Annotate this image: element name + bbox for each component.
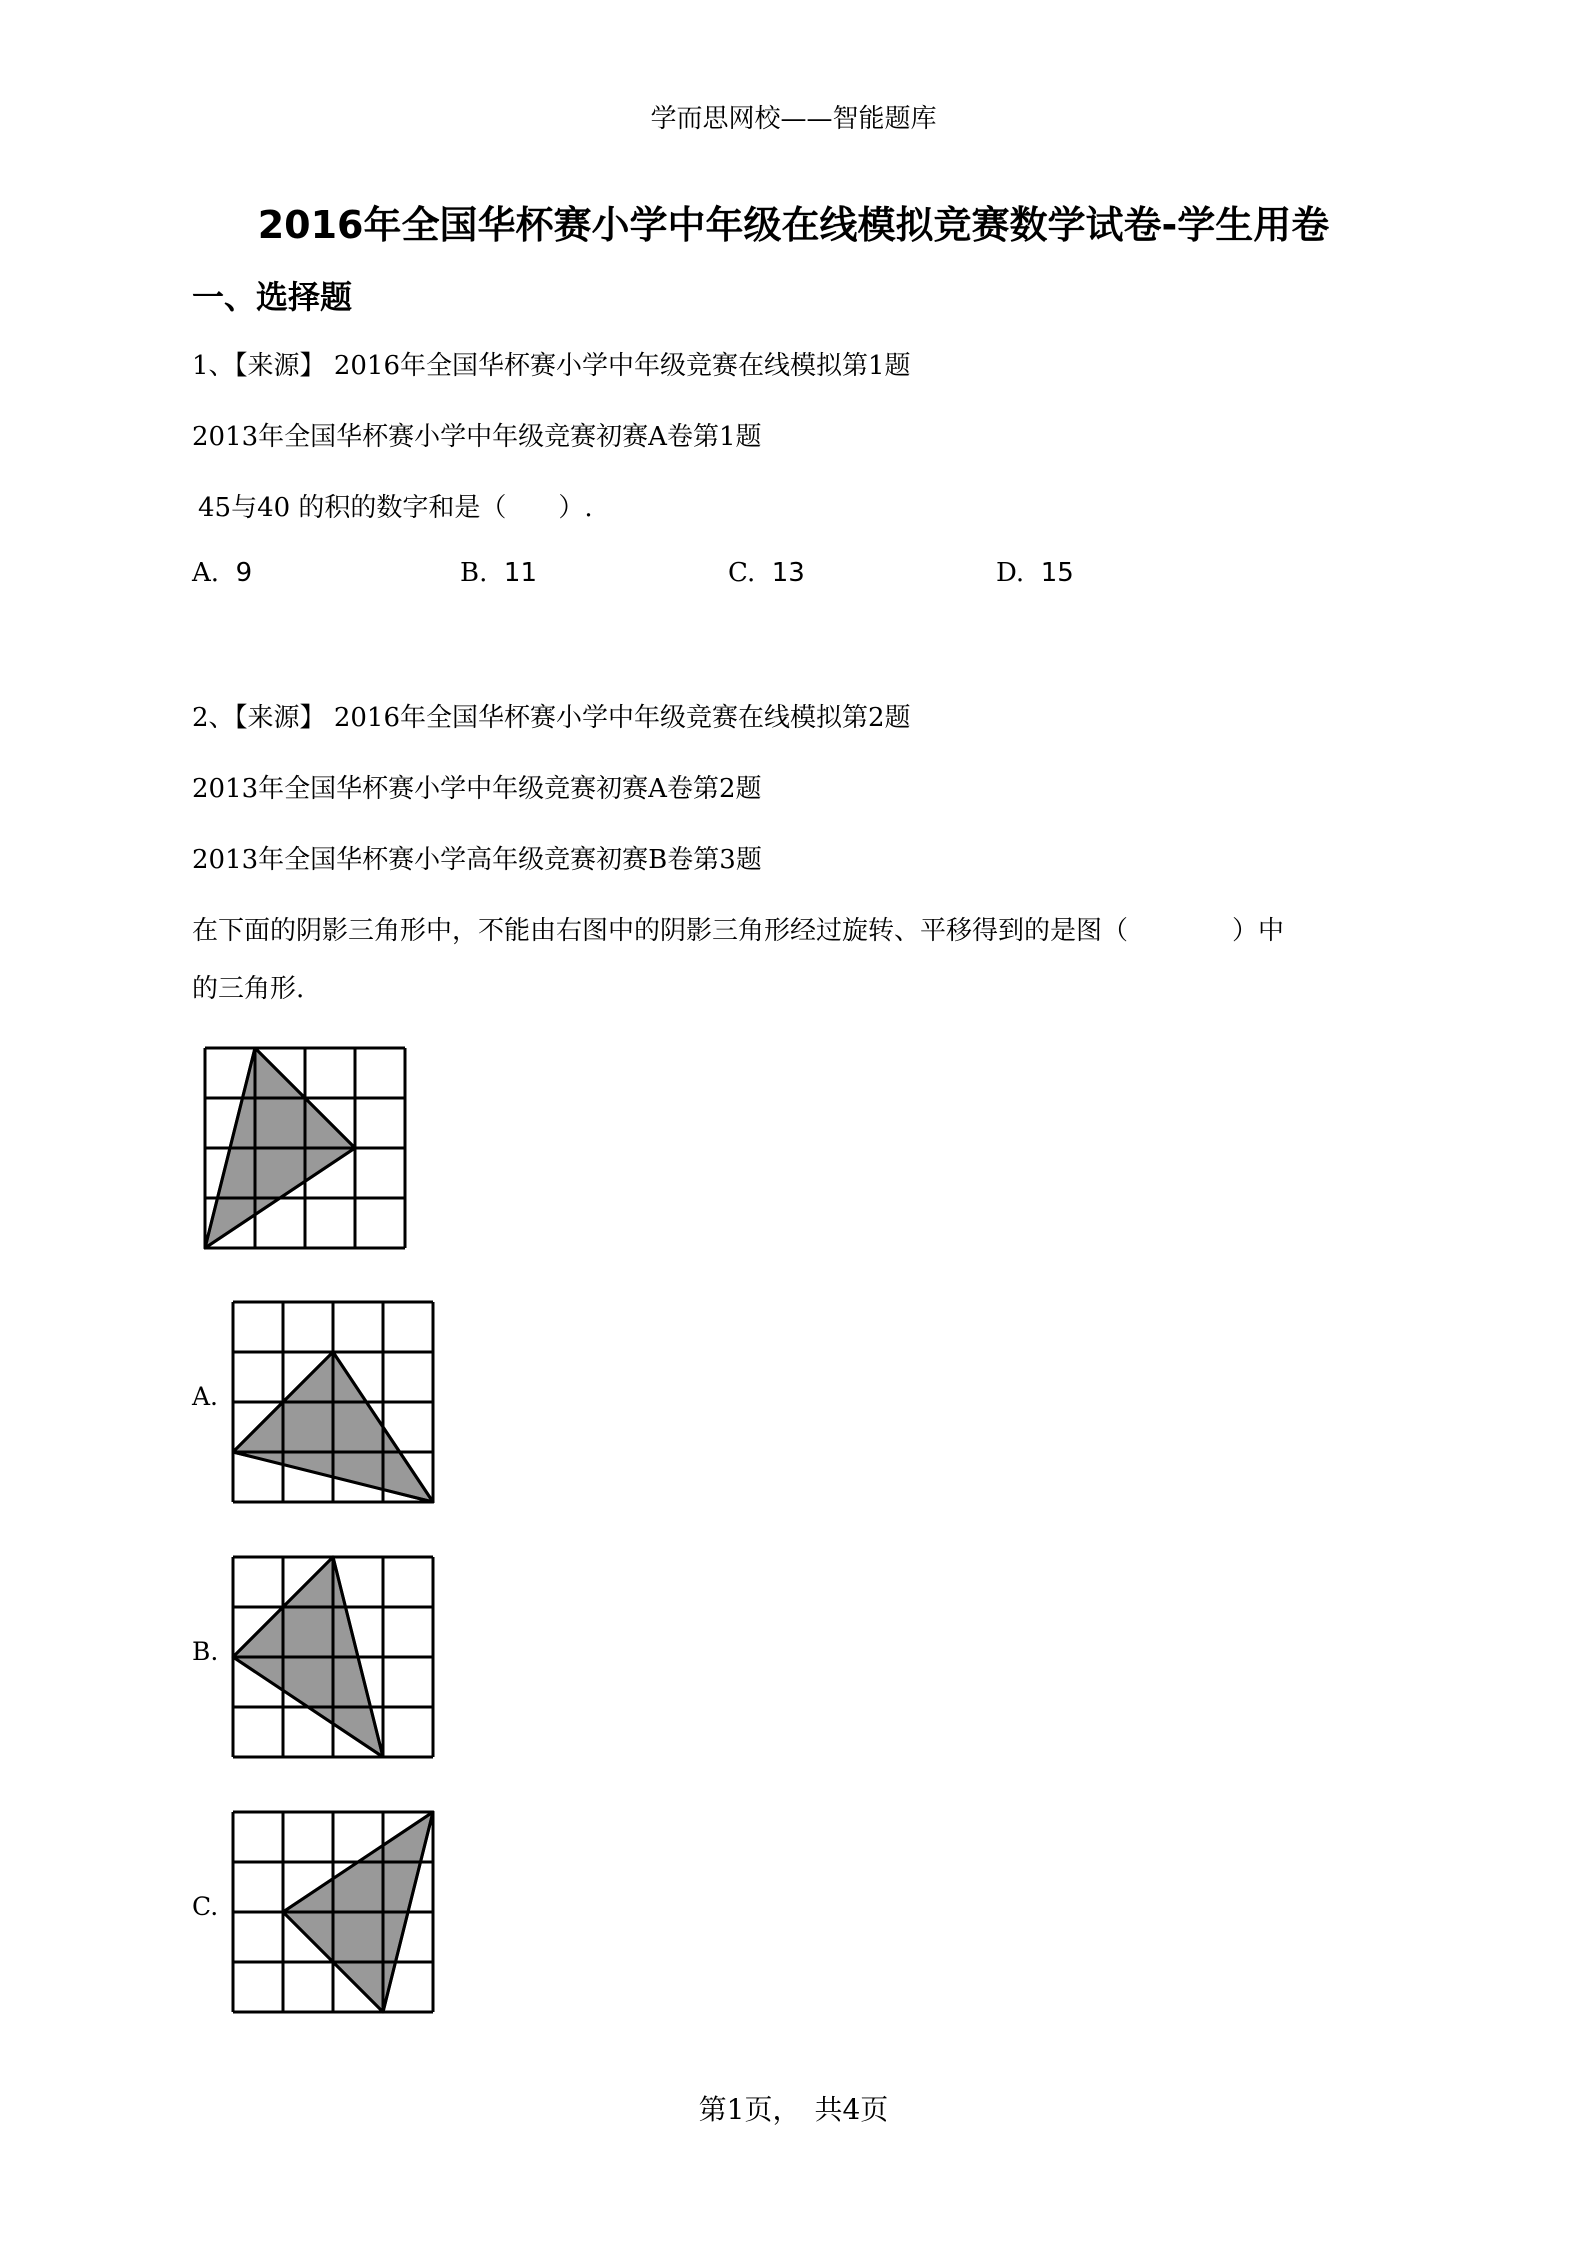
option-d[interactable] xyxy=(996,558,1074,588)
question-2-source-3: 2013年全国华杯赛小学高年级竞赛初赛B卷第3题 xyxy=(192,845,762,875)
question-number: 2、 xyxy=(192,703,235,733)
page-footer: 第1页， 共4页 xyxy=(698,2093,889,2126)
option-a[interactable] xyxy=(192,558,252,588)
question-2-source-2: 2013年全国华杯赛小学中年级竞赛初赛A卷第2题 xyxy=(192,774,762,804)
option-label: C. xyxy=(728,558,756,588)
option-c[interactable] xyxy=(728,558,805,588)
reference-figure xyxy=(205,1048,405,1248)
question-2-stem-line-1: 在下面的阴影三角形中，不能由右图中的阴影三角形经过旋转、平移得到的是图（ ）中 xyxy=(192,916,1285,946)
question-2-source xyxy=(192,697,911,734)
section-title: 一、选择题 xyxy=(192,278,353,316)
source-label: 【来源】 xyxy=(234,703,326,733)
figure-option-a-label[interactable]: A. xyxy=(192,1382,219,1411)
option-label: B. xyxy=(460,558,488,588)
question-1-stem: 45与40 的积的数字和是（ ）. xyxy=(198,493,593,523)
figure-option-c-label[interactable]: C. xyxy=(192,1892,219,1921)
figure-option-b-label[interactable]: B. xyxy=(192,1637,219,1666)
source-text: 2016年全国华杯赛小学中年级竞赛在线模拟第1题 xyxy=(333,351,911,381)
option-b[interactable] xyxy=(460,558,537,588)
option-value: 9 xyxy=(235,558,253,588)
question-1-source xyxy=(192,345,911,382)
source-label: 【来源】 xyxy=(234,351,326,381)
figure-option-c[interactable] xyxy=(233,1812,433,2012)
source-text: 2016年全国华杯赛小学中年级竞赛在线模拟第2题 xyxy=(333,703,911,733)
question-2-stem-line-2: 的三角形. xyxy=(192,974,305,1004)
option-label: A. xyxy=(192,558,220,588)
option-label: D. xyxy=(996,558,1025,588)
option-value: 15 xyxy=(1040,558,1074,588)
figure-option-a[interactable] xyxy=(233,1302,433,1502)
question-1-source-2: 2013年全国华杯赛小学中年级竞赛初赛A卷第1题 xyxy=(192,422,762,452)
page-title: 2016年全国华杯赛小学中年级在线模拟竞赛数学试卷-学生用卷 xyxy=(257,203,1330,247)
option-value: 13 xyxy=(771,558,805,588)
figure-option-b[interactable] xyxy=(233,1557,433,1757)
option-value: 11 xyxy=(503,558,537,588)
page-header: 学而思网校——智能题库 xyxy=(650,104,937,134)
question-number: 1、 xyxy=(192,351,235,381)
